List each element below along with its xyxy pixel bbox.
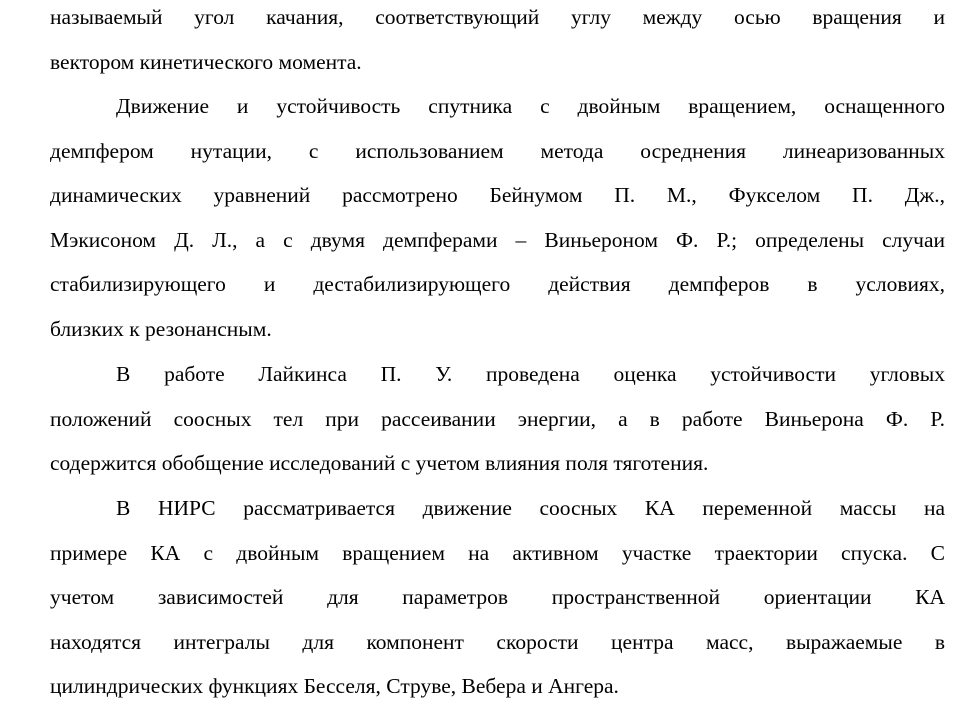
text-line: положений соосных тел при рассеивании энергии, а в работе Виньерона Ф. Р. [50, 406, 945, 431]
text-line: называемый угол качания, соответствующий углу между осью вращения и [50, 5, 945, 29]
text-line: цилиндрических функциях Бесселя, Струве, Вебера и Ангера. [50, 674, 619, 699]
text-line: примере КА с двойным вращением на активном участке траектории спуска. С [50, 540, 945, 565]
paragraph-3 [50, 352, 945, 486]
paragraph-4 [50, 486, 945, 709]
text-line: содержится обобщение исследований с учетом влияния поля тяготения. [50, 451, 709, 476]
text-line: стабилизирующего и дестабилизирующего действия демпферов в условиях, [50, 272, 945, 297]
text-line: В НИРС рассматривается движение соосных КА переменной массы на [116, 496, 945, 520]
paragraph-2 [50, 84, 945, 352]
text-line: динамических уравнений рассмотрено Бейнумом П. М., Фукселом П. Дж., [50, 183, 945, 208]
text-line: демпфером нутации, с использованием метода осреднения линеаризованных [50, 138, 945, 163]
paragraph-1 [50, 0, 945, 84]
text-line: Мэкисоном Д. Л., а с двумя демпферами – Виньероном Ф. Р.; определены случаи [50, 227, 945, 252]
text-line: Движение и устойчивость спутника с двойным вращением, оснащенного [116, 94, 945, 118]
text-line: В работе Лайкинса П. У. проведена оценка устойчивости угловых [116, 362, 945, 386]
text-line: вектором кинетического момента. [50, 49, 362, 74]
text-line: находятся интегралы для компонент скорости центра масс, выражаемые в [50, 629, 945, 654]
text-line: учетом зависимостей для параметров пространственной ориентации КА [50, 585, 945, 610]
text-line: близких к резонансным. [50, 316, 272, 341]
